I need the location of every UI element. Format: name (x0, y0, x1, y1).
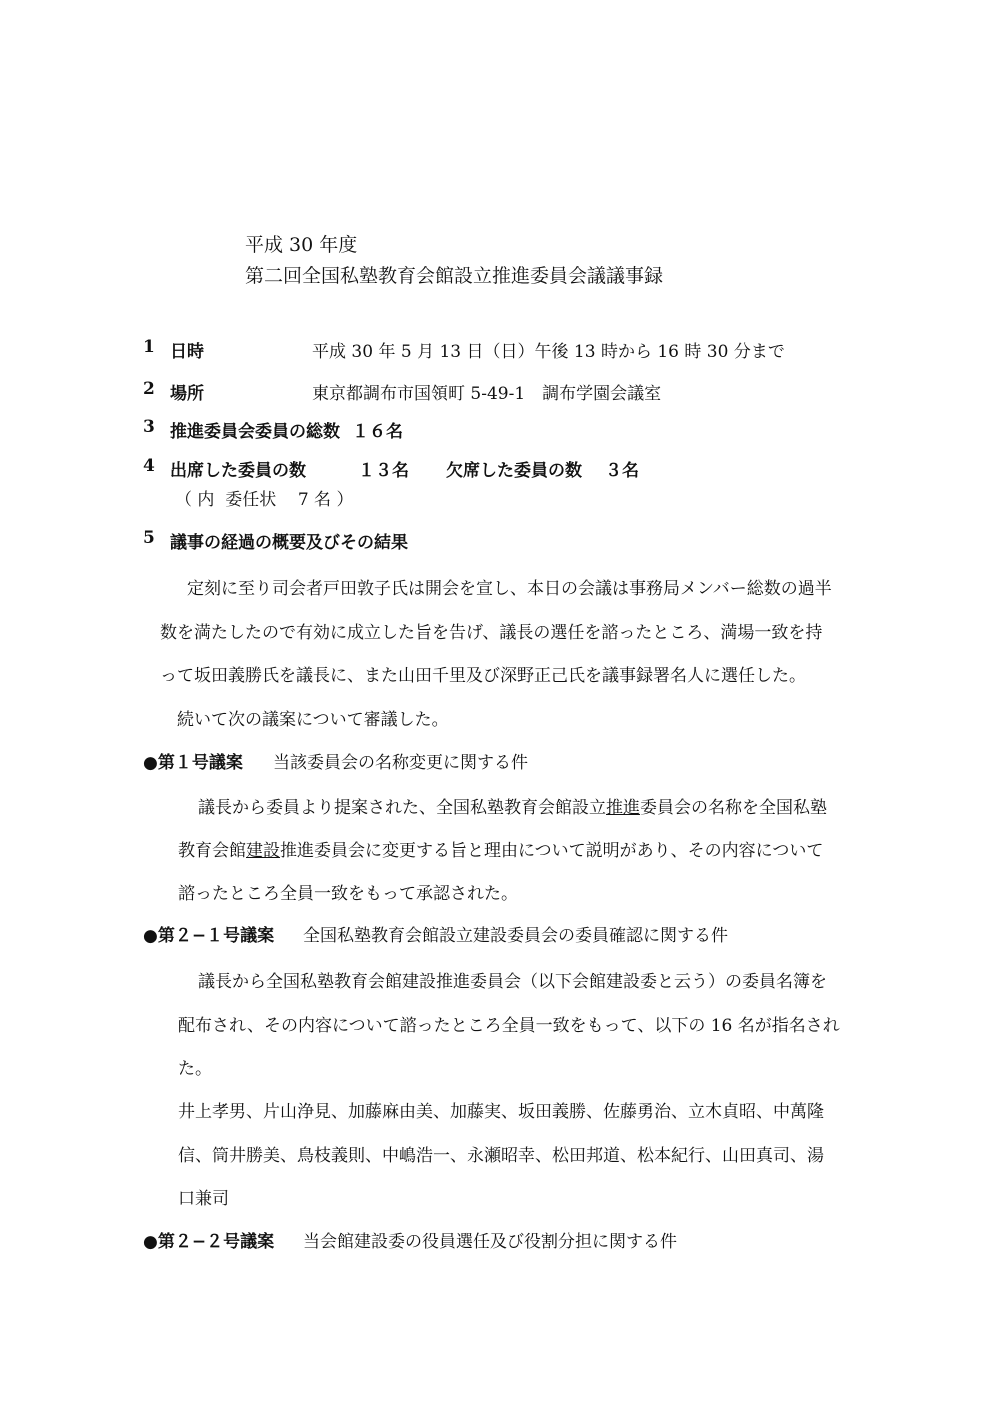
item-number-1: 1 (143, 337, 155, 357)
item-label-place: 場所 (170, 384, 204, 404)
item-label-datetime: 日時 (170, 342, 204, 362)
agenda-1-line: 諮ったところ全員一致をもって承認された。 (178, 884, 518, 904)
intro-line: って坂田義勝氏を議長に、また山田千里及び深野正己氏を議事録署名人に選任した。 (160, 666, 806, 686)
item-number-4: 4 (143, 456, 155, 476)
item-label-attendance: 出席した委員の数 (170, 461, 306, 481)
agenda-1-line (178, 836, 823, 861)
agenda-2-2-title: 当会館建設委の役員選任及び役割分担に関する件 (303, 1232, 677, 1252)
item-value-absent: ３名 (605, 461, 639, 481)
agenda-1-title: 当該委員会の名称変更に関する件 (273, 753, 528, 773)
agenda-1-line (198, 793, 827, 818)
item-label-total: 推進委員会委員の総数 (170, 422, 340, 442)
agenda-2-1-line: 配布され、その内容について諮ったところ全員一致をもって、以下の 16 名が指名され (178, 1016, 840, 1036)
intro-line: 続いて次の議案について審議した。 (177, 710, 449, 730)
agenda-2-1-title: 全国私塾教育会館設立建設委員会の委員確認に関する件 (303, 926, 728, 946)
agenda-2-2-label: ●第２−２号議案 (143, 1232, 275, 1252)
intro-line: 数を満たしたので有効に成立した旨を告げ、議長の選任を諮ったところ、満場一致を持 (160, 623, 823, 643)
item-value-total: １６名 (352, 422, 403, 442)
agenda-1-label: ●第１号議案 (143, 753, 243, 773)
item-number-2: 2 (143, 379, 155, 399)
member-names-line: 口兼司 (178, 1189, 229, 1209)
item-value-place: 東京都調布市国領町 5-49-1 調布学園会議室 (312, 384, 662, 404)
agenda-2-1-label: ●第２−１号議案 (143, 926, 275, 946)
intro-line: 定刻に至り司会者戸田敦子氏は開会を宣し、本日の会議は事務局メンバー総数の過半 (187, 579, 832, 599)
agenda-1-underlined-text: 建設 (246, 841, 280, 861)
agenda-1-text: 議長から委員より提案された、全国私塾教育会館設立 (198, 798, 606, 818)
member-names-line: 井上孝男、片山浄見、加藤麻由美、加藤実、坂田義勝、佐藤勇治、立木貞昭、中萬隆 (178, 1102, 824, 1122)
document-title: 第二回全国私塾教育会館設立推進委員会議議事録 (245, 265, 664, 287)
item-proxy-note: （ 内 委任状 7 名 ） (175, 490, 354, 510)
agenda-2-1-line: た。 (178, 1059, 212, 1079)
member-names-line: 信、筒井勝美、鳥枝義則、中嶋浩一、永瀬昭幸、松田邦道、松本紀行、山田真司、湯 (178, 1146, 824, 1166)
item-number-3: 3 (143, 417, 155, 437)
item-number-5: 5 (143, 528, 155, 548)
item-value-datetime: 平成 30 年 5 月 13 日（日）午後 13 時から 16 時 30 分まで (312, 342, 785, 362)
item-value-attendance: １３名 (358, 461, 409, 481)
item-label-absent: 欠席した委員の数 (446, 461, 582, 481)
agenda-1-underlined-text: 推進 (606, 798, 640, 818)
agenda-2-1-line: 議長から全国私塾教育会館建設推進委員会（以下会館建設委と云う）の委員名簿を (198, 972, 827, 992)
item-label-proceedings: 議事の経過の概要及びその結果 (170, 533, 408, 553)
agenda-1-text: 推進委員会に変更する旨と理由について説明があり、その内容について (280, 841, 824, 861)
document-year: 平成 30 年度 (245, 234, 358, 256)
agenda-1-text: 教育会館 (178, 841, 246, 861)
agenda-1-text: 委員会の名称を全国私塾 (640, 798, 827, 818)
